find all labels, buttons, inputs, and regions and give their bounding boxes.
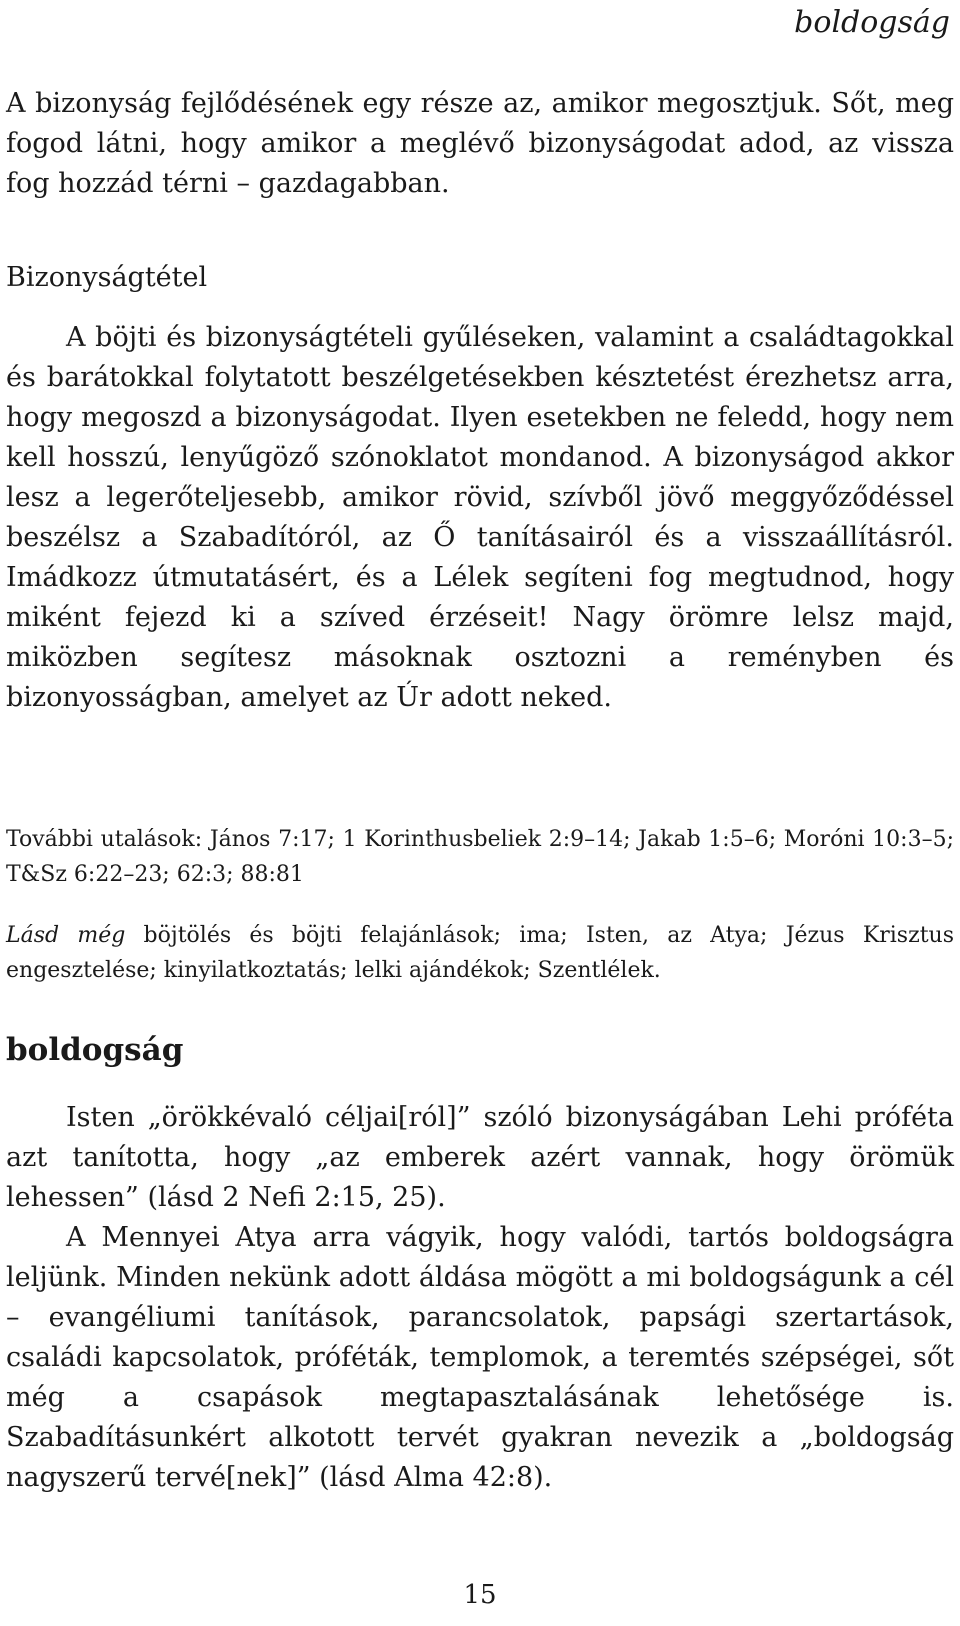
see-also [6, 918, 954, 988]
paragraph-testimony-bearing: A böjti és bizonyságtételi gyűléseken, valamint a családtagokkal és barátokkal folytatott beszélgetésekben késztetést érezhetsz arra, hogy megoszd a bizonyságodat. Ilyen esetekben ne feledd, hogy nem kell hosszú, lenyűgöző szónoklatot mondanod. A bizonyságod akkor lesz a legerőteljesebb, amikor rövid, szívből jövő meggyőződéssel beszélsz a Szabadítóról, az Ő tanításairól és a visszaállításról. Imádkozz útmutatásért, és a Lélek segíteni fog megtudnod, hogy miként fejezd ki a szíved érzéseit! Nagy örömre lelsz majd, miközben segítesz másoknak osztozni a reményben és bizonyosságban, amelyet az Úr adott neked. [6, 322, 954, 713]
paragraph-plan-of-happiness: A Mennyei Atya arra vágyik, hogy valódi, tartós boldogságra leljünk. Minden nekünk adott áldása mögött a mi boldogságunk a cél – evangéliumi tanítások, parancsolatok, papsági szertartások, családi kapcsolatok, próféták, templomok, a teremtés szépségei, sőt még a csapások megtapasztalásának lehetősége is. Szabadításunkért alkotott tervét gyakran nevezik a „boldogság nagyszerű tervé[nek]” (lásd Alma 42:8). [6, 1222, 954, 1493]
running-head: boldogság [794, 5, 950, 40]
additional-references: További utalások: János 7:17; 1 Korinthusbeliek 2:9–14; Jakab 1:5–6; Moróni 10:3–5; T&Sz 6:22–23; 62:3; 88:81 [6, 827, 954, 887]
page-number: 15 [463, 1580, 497, 1610]
paragraph-sharing-testimony: A bizonyság fejlődésének egy része az, amikor megosztjuk. Sőt, meg fogod látni, hogy amikor a meglévő bizonyságodat adod, az vissza fog hozzád térni – gazdagabban. [6, 88, 954, 199]
see-also-lead: Lásd még [6, 923, 126, 948]
see-also-text: böjtölés és böjti felajánlások; ima; Isten, az Atya; Jézus Krisztus engesztelése; kinyilatkoztatás; lelki ajándékok; Szentlélek. [6, 923, 954, 983]
subheading-testimony-bearing: Bizonyságtétel [6, 262, 208, 293]
book-page [6, 0, 954, 1626]
entry-title-happiness: boldogság [6, 1032, 184, 1068]
paragraph-lehi-teaching: Isten „örökkévaló céljai[ról]” szóló bizonyságában Lehi próféta azt tanította, hogy „az emberek azért vannak, hogy örömük lehessen” (lásd 2 Nefi 2:15, 25). [6, 1102, 954, 1213]
